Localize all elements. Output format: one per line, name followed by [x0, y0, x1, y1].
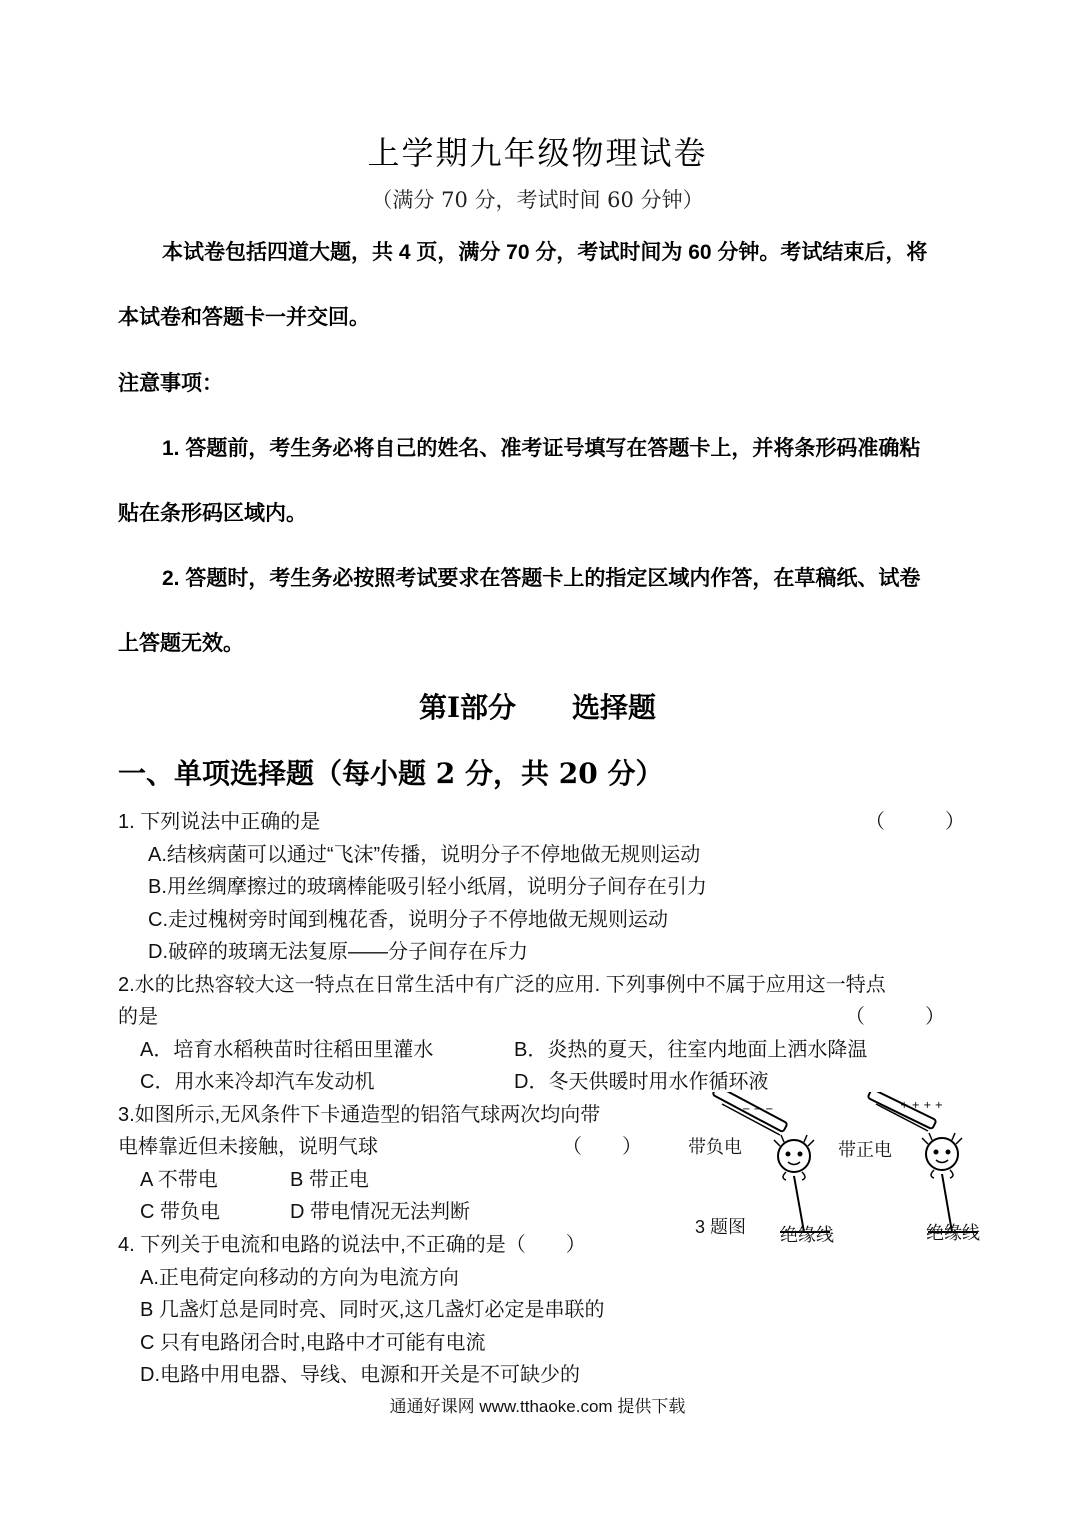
question-3-stem-line-2: 电棒靠近但未接触，说明气球 — [118, 1136, 378, 1158]
question-4-option-c: C 只有电路闭合时,电路中才可能有电流 — [140, 1332, 486, 1354]
question-2-stem-line-2: 的是 — [118, 1006, 158, 1028]
intro-line-2: 本试卷和答题卡一并交回。 — [118, 306, 370, 329]
question-1-stem: 1. 下列说法中正确的是 — [118, 811, 321, 833]
question-2-answer-paren: （ ） — [845, 1006, 945, 1028]
question-4-stem: 4. 下列关于电流和电路的说法中,不正确的是（ ） — [118, 1234, 586, 1256]
question-2-option-d: D．冬天供暖时用水作循环液 — [514, 1071, 769, 1093]
notice-title: 注意事项： — [118, 372, 223, 395]
question-1-option-a: A.结核病菌可以通过“飞沫”传播，说明分子不停地做无规则运动 — [148, 844, 701, 866]
question-1-option-c: C.走过槐树旁时闻到槐花香，说明分子不停地做无规则运动 — [148, 909, 668, 931]
note-1-line-1: 1. 答题前，考生务必将自己的姓名、准考证号填写在答题卡上，并将条形码准确粘 — [162, 437, 921, 460]
negative-charge-signs: − − − — [742, 1104, 774, 1115]
figure-caption: 3 题图 — [695, 1217, 747, 1237]
question-3-answer-paren: （ ） — [562, 1136, 642, 1158]
question-4-option-d: D.电路中用电器、导线、电源和开关是不可缺少的 — [140, 1364, 580, 1386]
positive-rod-label: 带正电 — [838, 1140, 892, 1160]
section-1-title: 一、单项选择题（每小题 2 分，共 20 分） — [118, 757, 664, 790]
right-insulator-label: 绝缘线 — [926, 1223, 980, 1243]
part-1-title: 第Ⅰ部分 选择题 — [418, 691, 657, 724]
intro-line-1: 本试卷包括四道大题，共 4 页，满分 70 分，考试时间为 60 分钟。考试结束后，将 — [162, 241, 928, 264]
left-insulator-label: 绝缘线 — [780, 1225, 834, 1245]
question-3-option-c: C 带负电 — [140, 1201, 220, 1223]
question-3-stem-line-1: 3.如图所示,无风条件下卡通造型的铝箔气球两次均向带 — [118, 1104, 601, 1126]
positive-charge-signs: + + + + — [900, 1100, 944, 1111]
question-4-option-b: B 几盏灯总是同时亮、同时灭,这几盏灯必定是串联的 — [140, 1299, 605, 1321]
note-2-line-2: 上答题无效。 — [118, 632, 244, 655]
question-1-option-d: D.破碎的玻璃无法复原——分子间存在斥力 — [148, 941, 528, 963]
question-1-option-b: B.用丝绸摩擦过的玻璃棒能吸引轻小纸屑，说明分子间存在引力 — [148, 876, 707, 898]
question-3-option-a: A 不带电 — [140, 1169, 218, 1191]
negative-rod-label: 带负电 — [688, 1137, 742, 1157]
question-2-stem-line-1: 2.水的比热容较大这一特点在日常生活中有广泛的应用. 下列事例中不属于应用这一特点 — [118, 974, 886, 996]
footer-credit: 通通好课网 www.tthaoke.com 提供下载 — [389, 1397, 686, 1416]
right-balloon-icon — [922, 1133, 962, 1232]
note-1-line-2: 贴在条形码区域内。 — [118, 502, 307, 525]
question-1-answer-paren: （ ） — [865, 811, 965, 833]
left-balloon-icon — [774, 1135, 814, 1232]
exam-title: 上学期九年级物理试卷 — [367, 134, 708, 172]
positive-rod — [867, 1092, 936, 1131]
question-2-option-c: C．用水来冷却汽车发动机 — [140, 1071, 375, 1093]
question-3-option-b: B 带正电 — [290, 1169, 369, 1191]
question-2-option-b: B．炎热的夏天，往室内地面上洒水降温 — [514, 1039, 868, 1061]
note-2-line-1: 2. 答题时，考生务必按照考试要求在答题卡上的指定区域内作答，在草稿纸、试卷 — [162, 567, 921, 590]
question-2-option-a: A．培育水稻秧苗时往稻田里灌水 — [140, 1039, 434, 1061]
question-3-option-d: D 带电情况无法判断 — [290, 1201, 470, 1223]
question-4-option-a: A.正电荷定向移动的方向为电流方向 — [140, 1267, 459, 1289]
exam-subtitle: （满分 70 分，考试时间 60 分钟） — [371, 188, 704, 212]
